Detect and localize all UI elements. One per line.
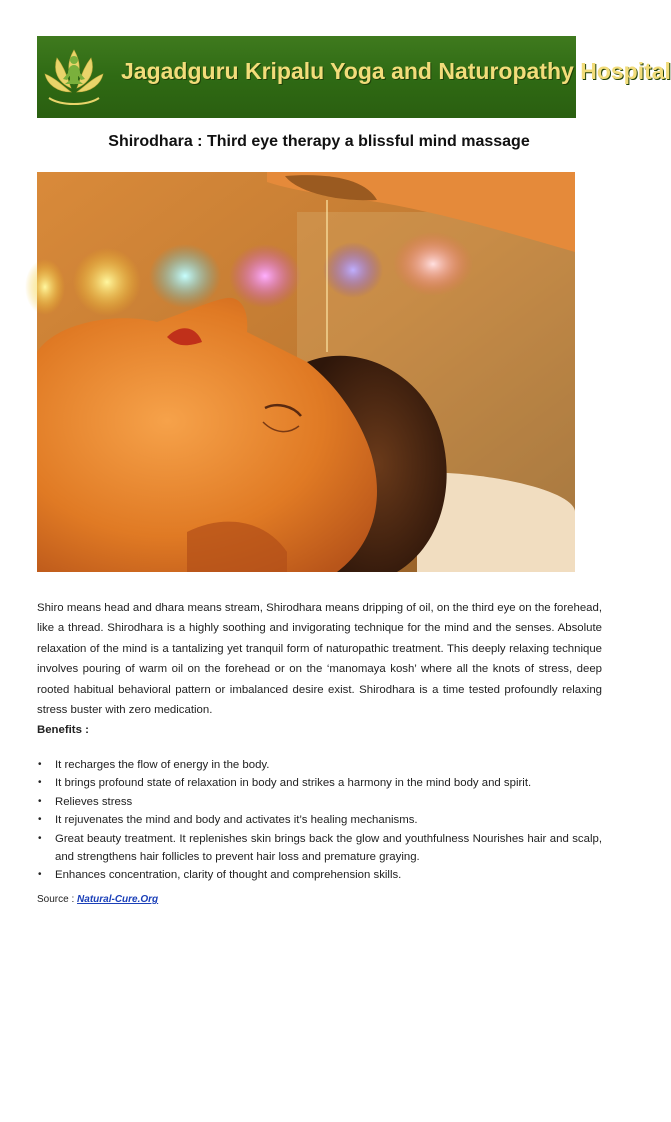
- benefit-text: It recharges the flow of energy in the body.: [55, 759, 270, 771]
- lotus-meditation-logo-icon: [41, 40, 107, 114]
- benefit-text: Enhances concentration, clarity of thought and comprehension skills.: [55, 869, 402, 882]
- page-title: Shirodhara : Third eye therapy a blissful mind massage: [108, 133, 530, 150]
- therapy-photo-illustration: [37, 172, 575, 572]
- benefits-list: [37, 756, 602, 885]
- list-item: [37, 866, 602, 884]
- benefit-text: Great beauty treatment. It replenishes skin brings back the glow and youthfulness Nourishes hair and scalp, and strengthens hair follicles to prevent hair loss and premature graying.: [55, 832, 602, 864]
- source-label: Source :: [37, 894, 78, 905]
- source-link[interactable]: Natural-Cure.Org: [77, 894, 159, 905]
- list-item: [37, 811, 602, 829]
- list-item: [37, 774, 602, 792]
- bullet-icon: •: [38, 777, 42, 789]
- header-banner: [37, 36, 671, 118]
- bullet-icon: •: [38, 759, 42, 770]
- source-line: [37, 894, 158, 905]
- bullet-icon: •: [38, 814, 42, 826]
- hospital-name: Jagadguru Kripalu Yoga and Naturopathy Hospital: [121, 58, 671, 84]
- list-item: [37, 830, 602, 867]
- intro-paragraph: Shiro means head and dhara means stream, Shirodhara means dripping of oil, on the third eye on the forehead, like a thread. Shirodhara is a highly soothing and invigorating technique for the mind and the senses. Absolute relaxation of the mind is a tantalizing yet tranquil form of naturopathic treatment. This deeply relaxing technique involves pouring of warm oil on the forehead or on the ‘manomaya kosh’ where all the knots of stress, deep rooted habitual behavioral pattern or imbalanced desire exist. Shirodhara is a time tested profoundly relaxing stress buster with zero medication.: [37, 602, 602, 717]
- list-item: [37, 756, 602, 774]
- benefit-text: It brings profound state of relaxation in body and strikes a harmony in the mind body and spirit.: [55, 777, 532, 790]
- benefit-text: It rejuvenates the mind and body and activates it’s healing mechanisms.: [55, 814, 418, 827]
- bullet-icon: •: [38, 869, 42, 881]
- list-item: [37, 793, 602, 811]
- bullet-icon: •: [38, 832, 42, 844]
- benefits-heading: Benefits :: [37, 724, 89, 736]
- benefit-text: Relieves stress: [55, 795, 133, 808]
- shirodhara-therapy-photo: [37, 172, 575, 572]
- bullet-icon: •: [38, 795, 42, 807]
